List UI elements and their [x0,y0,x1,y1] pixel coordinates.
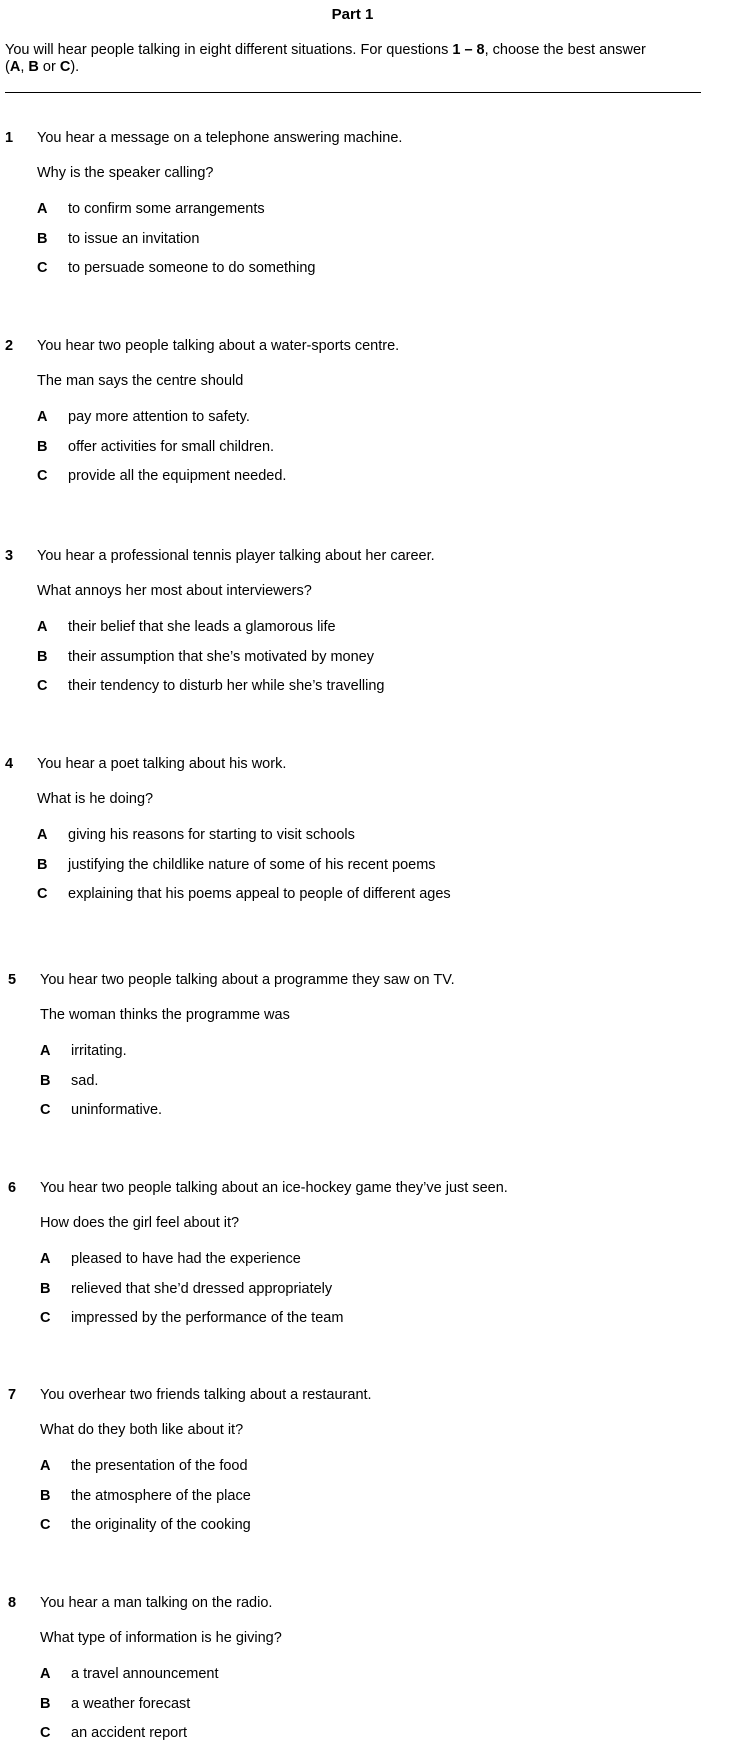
option-a[interactable] [40,1251,301,1267]
question-situation: You overhear two friends talking about a restaurant. [40,1387,372,1403]
question-number: 6 [8,1180,17,1196]
option-letter: A [40,1043,51,1059]
option-letter: C [37,468,48,484]
paren-close: ). [70,59,80,75]
option-letter: A [40,1251,51,1267]
question-range: 1 – 8 [452,42,485,58]
option-b[interactable] [40,1281,332,1297]
option-letter: B [37,439,48,455]
question-prompt: How does the girl feel about it? [40,1215,240,1231]
question-prompt: Why is the speaker calling? [37,165,214,181]
option-text: offer activities for small children. [68,439,275,455]
paren-open: ( [5,59,10,75]
option-text: their tendency to disturb her while she’s travelling [68,678,385,694]
option-letter: B [37,231,48,247]
option-text: relieved that she’d dressed appropriately [71,1281,333,1297]
option-letter: B [40,1281,51,1297]
option-letter: B [40,1696,51,1712]
option-a[interactable] [40,1458,248,1474]
option-b[interactable] [37,439,274,455]
option-letter: A [37,201,48,217]
option-text: uninformative. [71,1102,163,1118]
question-prompt: What annoys her most about interviewers? [37,583,312,599]
or-word: or [38,59,60,75]
option-letter: A [37,827,48,843]
option-c[interactable] [37,260,315,276]
option-b[interactable] [40,1488,251,1504]
question-situation: You hear two people talking about an ice-hockey game they’ve just seen. [40,1180,508,1196]
option-letter: C [40,1102,51,1118]
divider-line [5,92,701,93]
option-text: the originality of the cooking [71,1517,251,1533]
option-c[interactable] [40,1310,343,1326]
option-text: explaining that his poems appeal to people of different ages [68,886,451,902]
option-b[interactable] [37,857,436,873]
question-prompt: What do they both like about it? [40,1422,244,1438]
option-letter: A [40,1458,51,1474]
option-b[interactable] [40,1696,190,1712]
question-number: 8 [8,1595,17,1611]
option-letter: C [40,1517,51,1533]
option-letter: A [37,619,48,635]
option-text: pay more attention to safety. [68,409,250,425]
option-b[interactable] [37,231,199,247]
option-letter: C [40,1310,51,1326]
instructions-text-end: , choose the best answer [484,42,646,58]
question-number: 4 [5,756,14,772]
question-prompt: The woman thinks the programme was [40,1007,290,1023]
letter-a: A [9,59,21,75]
letter-c: C [59,59,71,75]
question-situation: You hear a poet talking about his work. [37,756,287,772]
option-b[interactable] [37,649,374,665]
option-text: the presentation of the food [71,1458,248,1474]
option-text: impressed by the performance of the team [71,1310,344,1326]
option-text: provide all the equipment needed. [68,468,287,484]
option-a[interactable] [37,827,355,843]
option-text: the atmosphere of the place [71,1488,251,1504]
option-letter: B [40,1488,51,1504]
option-c[interactable] [40,1517,251,1533]
option-c[interactable] [37,886,451,902]
option-text: giving his reasons for starting to visit schools [68,827,355,843]
option-text: justifying the childlike nature of some of his recent poems [68,857,436,873]
option-a[interactable] [40,1666,219,1682]
option-c[interactable] [40,1102,162,1118]
option-a[interactable] [37,201,265,217]
option-text: pleased to have had the experience [71,1251,301,1267]
question-prompt: What is he doing? [37,791,154,807]
question-situation: You hear a professional tennis player talking about her career. [37,548,435,564]
option-letter: C [40,1725,51,1741]
question-number: 5 [8,972,17,988]
option-a[interactable] [40,1043,127,1059]
question-situation: You hear a message on a telephone answering machine. [37,130,403,146]
page-title: Part 1 [331,6,374,23]
option-letter: B [37,649,48,665]
option-text: their assumption that she’s motivated by money [68,649,375,665]
option-a[interactable] [37,619,336,635]
option-letter: A [40,1666,51,1682]
option-text: a weather forecast [71,1696,191,1712]
option-c[interactable] [37,468,286,484]
option-text: to persuade someone to do something [68,260,316,276]
option-c[interactable] [40,1725,187,1741]
option-text: a travel announcement [71,1666,219,1682]
option-text: their belief that she leads a glamorous life [68,619,336,635]
question-number: 3 [5,548,14,564]
letter-b: B [28,59,39,75]
question-situation: You hear two people talking about a programme they saw on TV. [40,972,455,988]
option-text: to confirm some arrangements [68,201,265,217]
option-a[interactable] [37,409,250,425]
option-c[interactable] [37,678,385,694]
question-number: 7 [8,1387,17,1403]
question-prompt: What type of information is he giving? [40,1630,282,1646]
option-letter: B [40,1073,51,1089]
comma: , [20,59,29,75]
question-prompt: The man says the centre should [37,373,244,389]
question-situation: You hear a man talking on the radio. [40,1595,273,1611]
option-text: to issue an invitation [68,231,200,247]
option-letter: A [37,409,48,425]
option-letter: C [37,678,48,694]
instructions [5,42,705,76]
option-letter: C [37,886,48,902]
question-situation: You hear two people talking about a water-sports centre. [37,338,400,354]
question-number: 1 [5,130,14,146]
option-letter: C [37,260,48,276]
question-number: 2 [5,338,14,354]
instructions-text: You will hear people talking in eight different situations. For questions [5,42,453,58]
option-text: an accident report [71,1725,188,1741]
option-text: irritating. [71,1043,127,1059]
option-text: sad. [71,1073,99,1089]
option-b[interactable] [40,1073,98,1089]
option-letter: B [37,857,48,873]
